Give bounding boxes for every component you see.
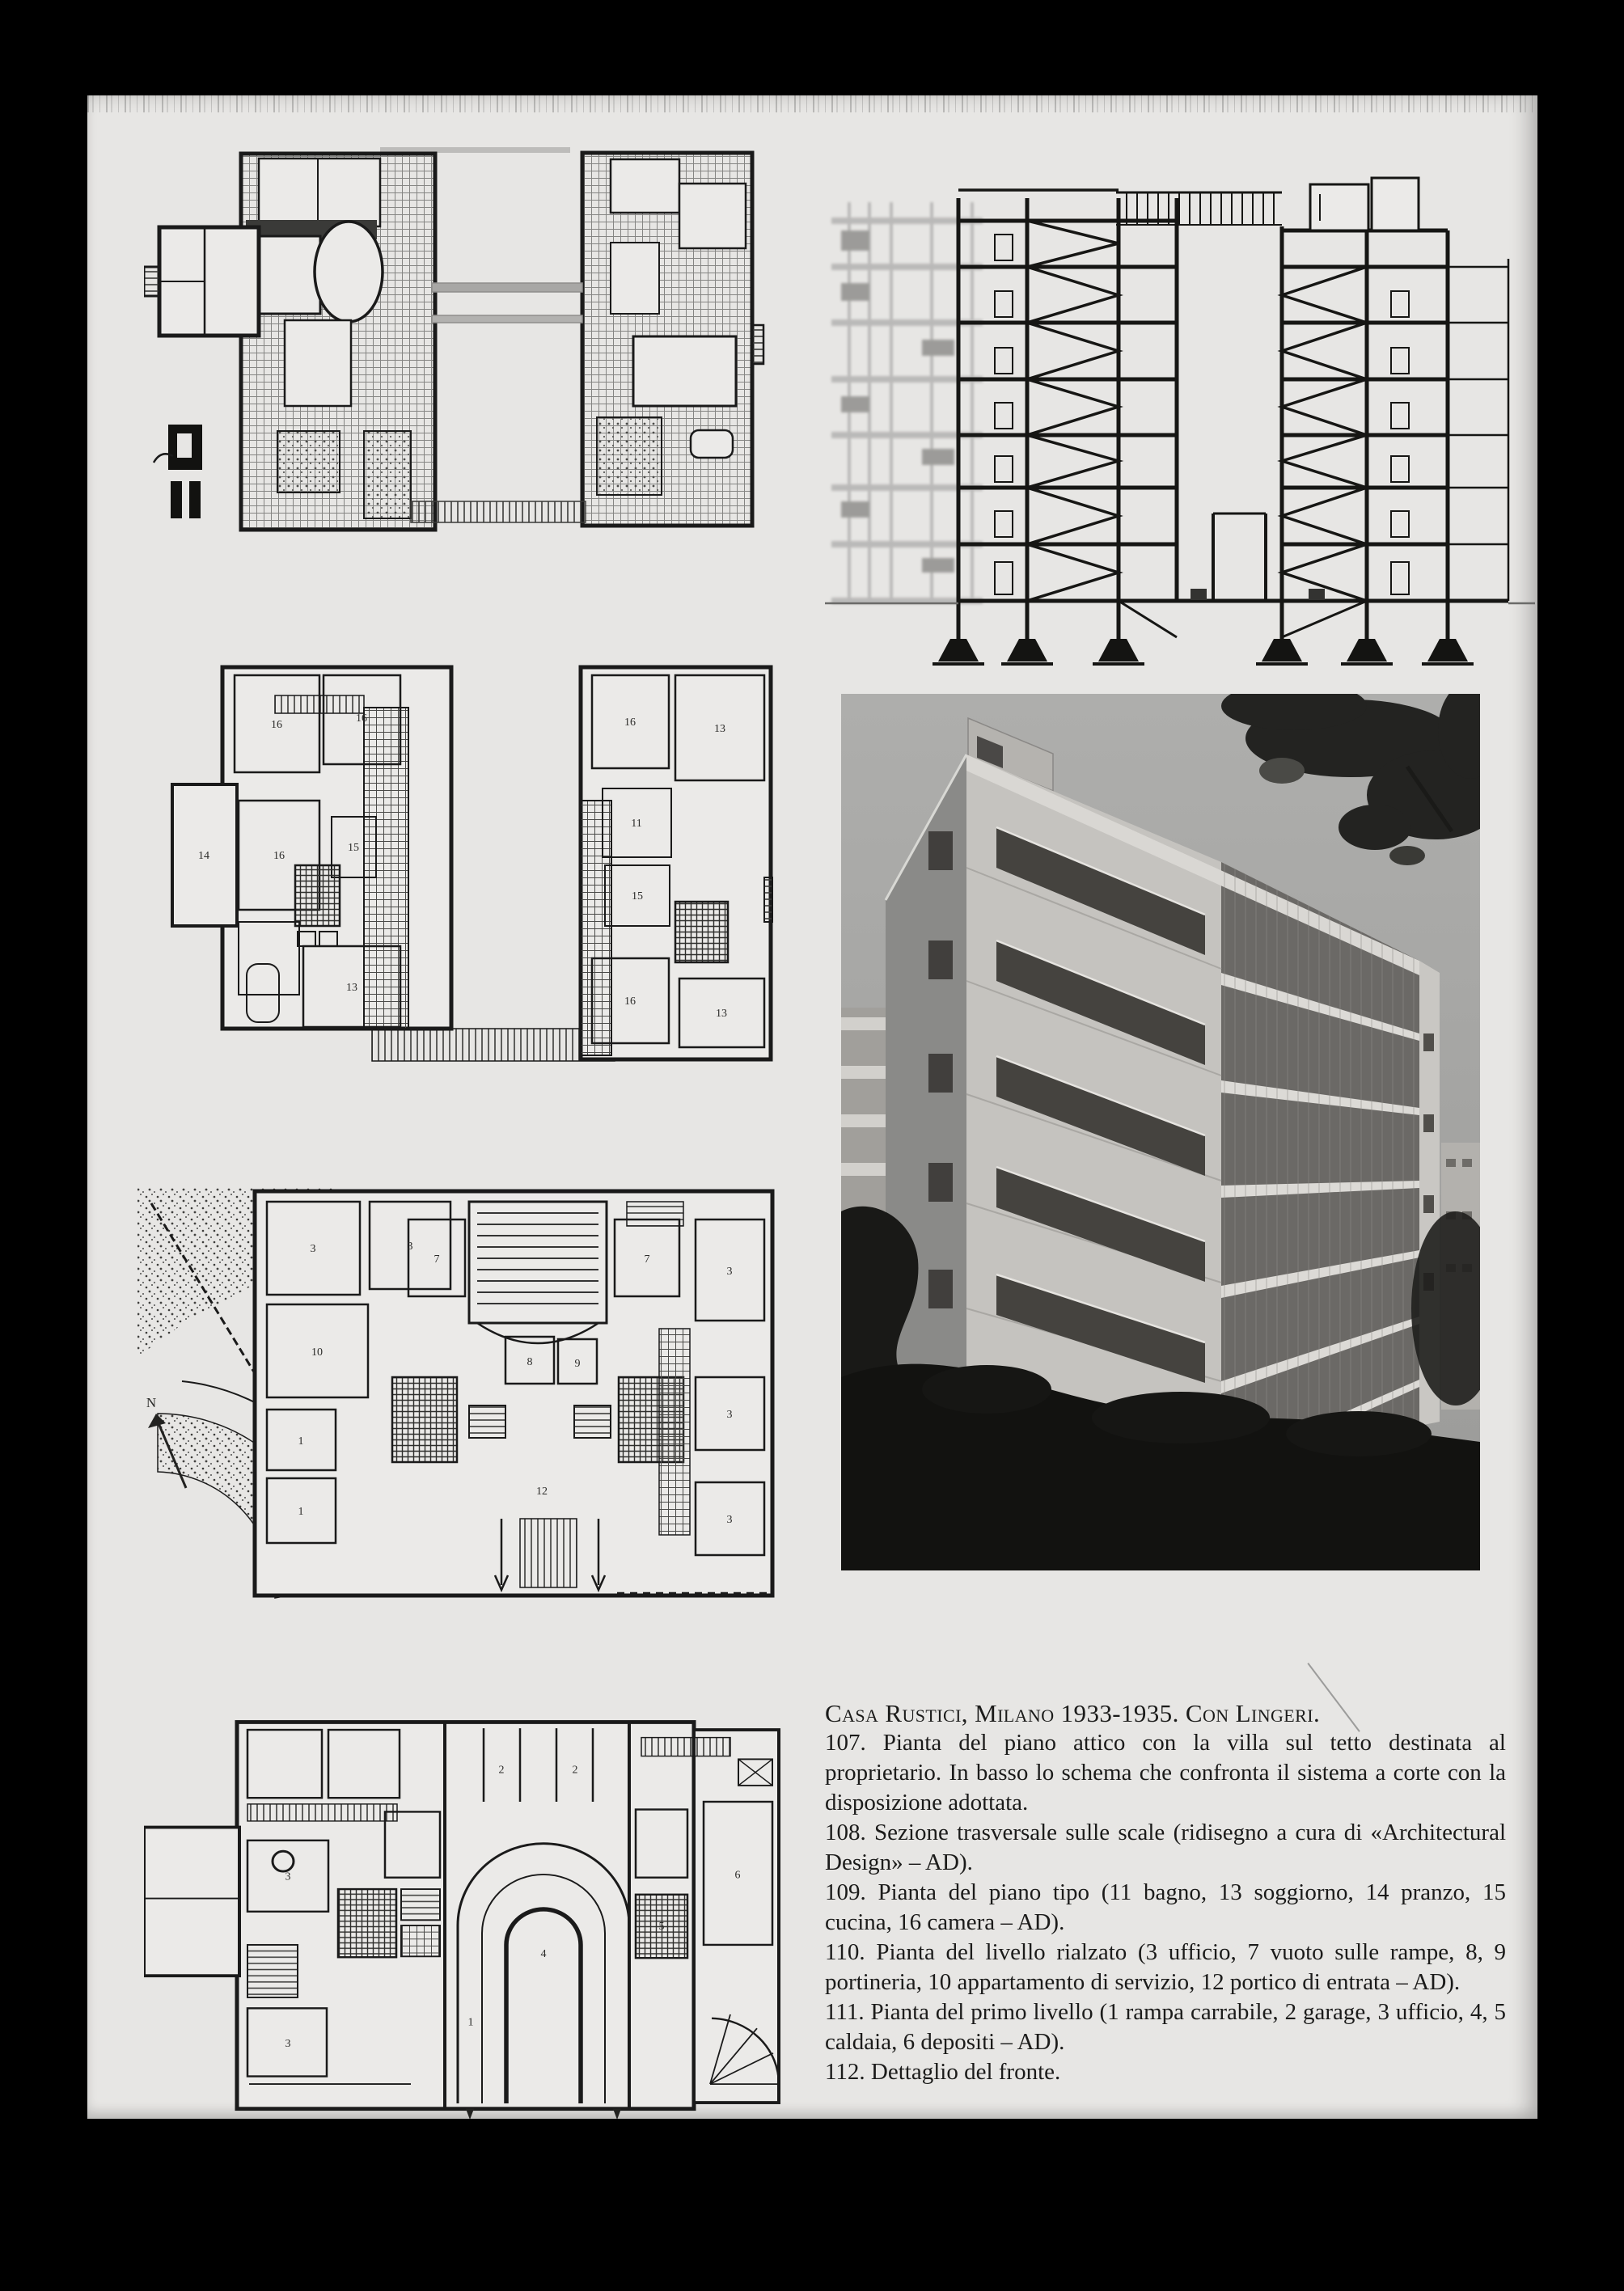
building-photo (841, 694, 1480, 1570)
svg-text:7: 7 (433, 1253, 440, 1266)
svg-text:1: 1 (298, 1506, 304, 1518)
caption-block (825, 1698, 1506, 2087)
svg-text:14: 14 (198, 850, 209, 862)
svg-text:15: 15 (348, 842, 359, 854)
attic-right-wing (582, 153, 763, 526)
svg-text:1: 1 (298, 1435, 304, 1448)
svg-text:13: 13 (716, 1008, 727, 1020)
cropped-text-noise (87, 95, 1537, 112)
svg-text:4: 4 (540, 1947, 547, 1960)
svg-text:16: 16 (356, 712, 367, 725)
svg-text:1: 1 (467, 2015, 474, 2028)
typical-plan-drawing (162, 663, 776, 1067)
svg-text:3: 3 (310, 1243, 316, 1255)
caption-item-112: 112. Dettaglio del fronte. (825, 2059, 1061, 2085)
caption-item-109: 109. Pianta del piano tipo (11 bagno, 13 soggiorno, 14 pranzo, 15 cucina, 16 camera – AD). (825, 1879, 1506, 1935)
svg-text:3: 3 (407, 1241, 413, 1253)
typical-right-wing (581, 667, 772, 1059)
foundation-footings (933, 639, 1474, 664)
svg-text:13: 13 (346, 982, 357, 994)
svg-text:10: 10 (311, 1346, 323, 1359)
page-background (87, 95, 1537, 2119)
svg-text:5: 5 (658, 1920, 665, 1932)
svg-text:3: 3 (726, 1514, 733, 1526)
svg-text:3: 3 (285, 2037, 291, 2050)
svg-text:16: 16 (624, 716, 636, 729)
caption-item-108: 108. Sezione trasversale sulle scale (ridisegno a cura di «Architectural Design» – AD). (825, 1820, 1506, 1875)
raised-level-plan-drawing (133, 1171, 780, 1612)
svg-text:7: 7 (644, 1253, 650, 1266)
typical-left-wing (172, 667, 451, 1029)
attic-plan-drawing (144, 146, 775, 554)
connecting-balcony-hatch (372, 1029, 615, 1061)
caption-item-107: 107. Pianta del piano attico con la villa sul tetto destinata al proprietario. In basso lo schema che confronta il sistema a corte con la disposizione adottata. (825, 1730, 1506, 1815)
svg-text:15: 15 (632, 890, 643, 902)
balcony-slabs (1448, 259, 1508, 601)
svg-text:N: N (146, 1395, 157, 1410)
attic-left-protrusion (144, 227, 259, 336)
svg-text:6: 6 (734, 1868, 741, 1881)
caption-item-110: 110. Pianta del livello rialzato (3 ufficio, 7 vuoto sulle rampe, 8, 9 portineria, 10 appartamento di servizio, 12 portico di entrata – AD). (825, 1939, 1506, 1995)
svg-text:12: 12 (536, 1486, 548, 1498)
svg-text:2: 2 (572, 1763, 578, 1776)
svg-text:8: 8 (527, 1356, 533, 1368)
first-level-plan-drawing (144, 1713, 783, 2119)
svg-text:16: 16 (624, 995, 636, 1008)
courtyard-schema-icon (154, 425, 202, 518)
caption-item-111: 111. Pianta del primo livello (1 rampa carrabile, 2 garage, 3 ufficio, 4, 5 caldaia, 6 depositi – AD). (825, 1999, 1506, 2055)
svg-text:9: 9 (574, 1358, 581, 1370)
cross-section-drawing (825, 154, 1537, 667)
svg-text:13: 13 (714, 723, 725, 735)
svg-text:16: 16 (271, 719, 282, 731)
svg-text:3: 3 (285, 1870, 291, 1883)
section-windows (995, 235, 1409, 594)
floor-slabs (958, 221, 1508, 601)
svg-text:3: 3 (726, 1409, 733, 1421)
svg-text:16: 16 (273, 850, 285, 862)
caption-title: Casa Rustici, Milano 1933-1935. Con Lingeri. (825, 1699, 1321, 1727)
attic-left-wing (225, 154, 435, 530)
svg-text:2: 2 (498, 1763, 505, 1776)
svg-text:3: 3 (726, 1266, 733, 1278)
svg-text:11: 11 (631, 818, 642, 830)
